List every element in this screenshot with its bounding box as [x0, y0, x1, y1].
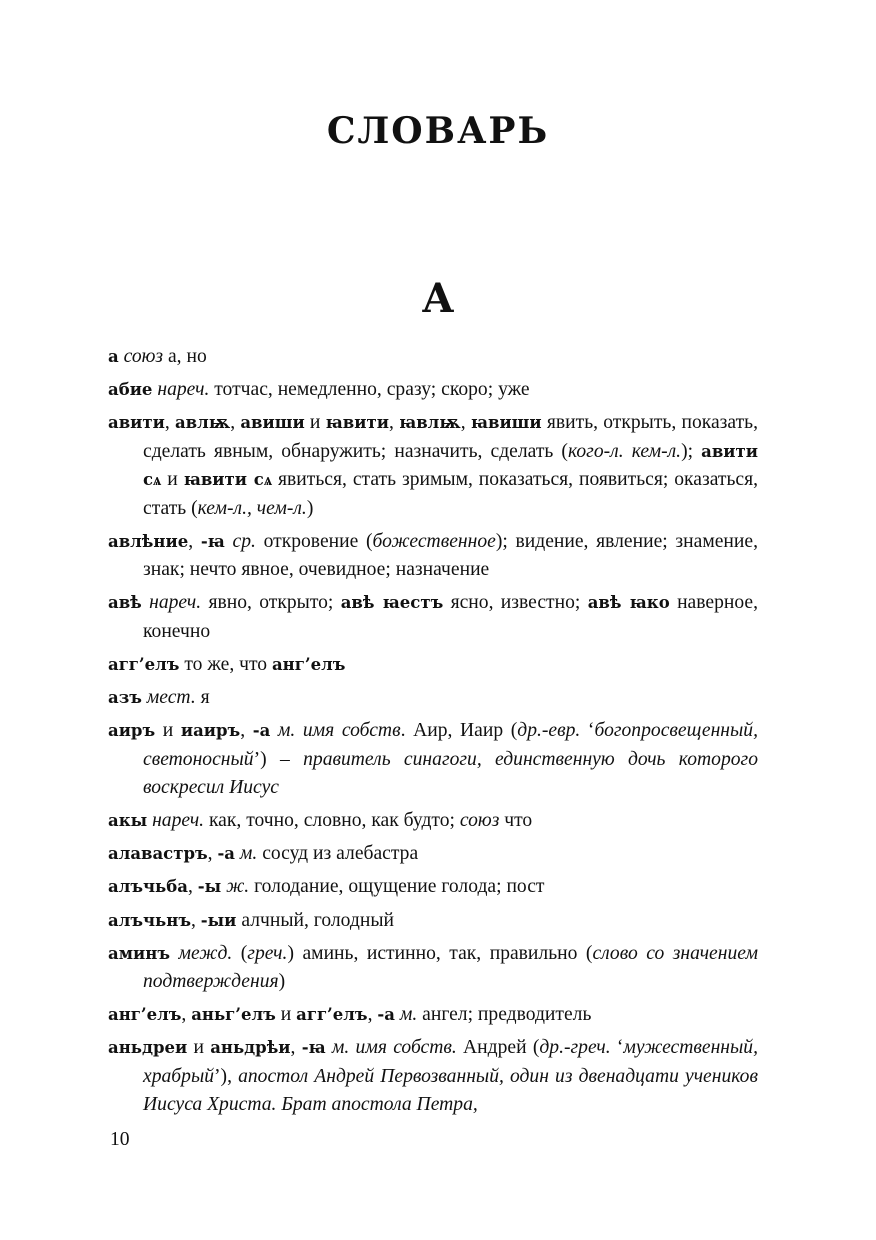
- grammar-note: богопросвещенный, светоносный: [143, 720, 758, 770]
- headword: ꙗвлѭ: [399, 413, 461, 433]
- page-title: СЛОВАРЬ: [326, 110, 550, 152]
- headword: авиши: [240, 413, 305, 433]
- definition-text: наверное, конечно: [143, 592, 758, 642]
- definition-text: ‘: [610, 1037, 624, 1059]
- grammar-note: апостол Андрей Первозванный, один из двенадцати учеников Иисуса Христа. Брат апостола Петра,: [143, 1065, 758, 1116]
- headword: алъчьнъ: [108, 910, 191, 930]
- headword: аньдреи: [108, 1038, 188, 1058]
- dictionary-entry: [108, 1034, 758, 1120]
- grammar-note: ср.: [232, 530, 256, 552]
- grammar-note: м. имя собств.: [331, 1037, 457, 1059]
- headword: акы: [108, 811, 148, 831]
- definition-text: я: [195, 687, 210, 709]
- section-letter: А: [421, 275, 455, 322]
- dictionary-entry: [108, 376, 758, 405]
- definition-text: как, точно, словно, как будто;: [204, 810, 460, 832]
- headword: -а: [377, 1005, 395, 1025]
- headword: -ꙗ: [200, 531, 225, 551]
- dictionary-entry: [108, 807, 758, 836]
- definition-text: ,: [188, 530, 201, 552]
- headword: азъ: [108, 688, 142, 708]
- definition-text: сосуд из алебастра: [257, 843, 419, 865]
- headword: -а: [252, 721, 271, 741]
- headword: а: [108, 347, 119, 366]
- grammar-note: мужественный, храбрый: [143, 1037, 758, 1087]
- headword: иаиръ: [180, 721, 241, 741]
- headword: агг’елъ: [108, 654, 180, 674]
- headword: аньдрѣи: [210, 1038, 291, 1058]
- headword: -а: [217, 844, 235, 864]
- headword: аньг’елъ: [191, 1005, 276, 1025]
- headword: -ыи: [200, 910, 237, 930]
- grammar-note: межд.: [178, 942, 233, 964]
- grammar-note: ж.: [226, 876, 250, 898]
- definition-text: ,: [164, 412, 175, 434]
- definition-text: ); видение, явление; знамение, знак; нечто явное, очевидное; назначение: [143, 530, 759, 581]
- headword: авѣ ꙗко: [587, 593, 670, 613]
- headword: авѣ ꙗестъ: [340, 593, 444, 613]
- headword: алъчьба: [108, 877, 188, 897]
- definition-text: ,: [207, 843, 218, 865]
- grammar-note: нареч.: [152, 810, 205, 832]
- dictionary-entry: [108, 409, 758, 523]
- definition-text: ,: [240, 720, 253, 742]
- grammar-note: нареч.: [157, 379, 210, 401]
- definition-text: ’),: [214, 1065, 239, 1087]
- definition-text: а, но: [163, 346, 207, 367]
- definition-text: голодание, ощущение голода; пост: [249, 876, 545, 898]
- page-number: 10: [110, 1129, 130, 1150]
- headword: -ꙗ: [301, 1038, 326, 1058]
- headword: анг’елъ: [271, 654, 346, 674]
- definition-text: и: [304, 412, 326, 434]
- definition-text: ,: [290, 1037, 302, 1059]
- definition-text: ,: [230, 412, 241, 434]
- headword: агг’елъ: [296, 1005, 368, 1025]
- headword: абие: [108, 380, 153, 400]
- dictionary-entry: [108, 907, 758, 936]
- definition-text: и: [187, 1037, 211, 1059]
- definition-text: тотчас, немедленно, сразу; скоро; уже: [209, 379, 530, 401]
- grammar-note: союз: [459, 810, 500, 832]
- headword: аминъ: [108, 943, 170, 963]
- dictionary-entry: [108, 528, 758, 585]
- headword: анг’елъ: [108, 1005, 182, 1025]
- definition-text: и: [161, 469, 184, 491]
- dictionary-entry: [108, 717, 758, 803]
- dictionary-entry: [108, 684, 758, 713]
- definition-text: ,: [181, 1004, 192, 1026]
- grammar-note: правитель синагоги, единственную дочь которого воскресил Иисус: [143, 748, 758, 799]
- definition-text: [270, 720, 278, 741]
- dictionary-entry: [108, 651, 758, 680]
- grammar-note: нареч.: [149, 592, 202, 614]
- definition-text: и: [275, 1004, 297, 1026]
- definition-text: явить, открыть, показать, сделать явным, обнаружить; назначить, сделать (: [143, 412, 758, 462]
- definition-text: ): [306, 497, 314, 519]
- definition-text: явно, открыто;: [201, 592, 341, 614]
- headword: авити: [108, 413, 165, 433]
- grammar-note: божественное: [372, 530, 496, 552]
- definition-text: );: [681, 440, 702, 462]
- definition-text: явиться, стать зримым, показаться, появиться; оказаться, стать (: [143, 469, 759, 519]
- headword: ꙗвити: [325, 413, 389, 433]
- definition-text: ): [278, 971, 286, 993]
- definition-text: . Аир, Иаир (: [400, 720, 518, 742]
- grammar-note: греч.: [247, 942, 288, 964]
- definition-text: ,: [187, 876, 198, 898]
- definition-text: (: [232, 942, 248, 964]
- definition-text: ангел; предводитель: [417, 1004, 592, 1026]
- headword: ꙗвити сѧ: [183, 470, 273, 490]
- grammar-note: м. имя собств: [277, 720, 401, 742]
- definition-text: ,: [388, 412, 400, 434]
- definition-text: ясно, известно;: [443, 592, 588, 614]
- definition-text: ’) –: [253, 748, 304, 770]
- headword: авити сѧ: [143, 441, 758, 490]
- dictionary-entry: [108, 1001, 758, 1030]
- grammar-note: др.-евр.: [517, 720, 581, 742]
- definition-text: что: [499, 810, 533, 832]
- grammar-note: др.-греч.: [539, 1037, 611, 1059]
- definition-text: то же, что: [179, 653, 272, 675]
- dictionary-entry: [108, 343, 758, 372]
- headword: авлѭ: [174, 413, 231, 433]
- dictionary-entry: [108, 840, 758, 869]
- definition-text: ,: [460, 412, 471, 434]
- headword: авлѣние: [108, 531, 189, 551]
- grammar-note: союз: [123, 346, 164, 367]
- definition-text: ‘: [580, 720, 595, 742]
- grammar-note: м.: [399, 1004, 418, 1026]
- definition-text: ,: [367, 1004, 378, 1026]
- definition-text: [142, 592, 149, 613]
- dictionary-entry: [108, 589, 758, 646]
- headword: аиръ: [108, 721, 156, 741]
- headword: ꙗвиши: [470, 413, 542, 433]
- definition-text: [170, 943, 179, 964]
- grammar-note: мест.: [146, 687, 196, 709]
- headword: авѣ: [108, 593, 142, 613]
- definition-text: алчный, голодный: [236, 909, 394, 931]
- headword: -ы: [197, 877, 222, 897]
- definition-text: ) аминь, истинно, так, правильно (: [287, 942, 593, 964]
- grammar-note: кого-л. кем-л.: [567, 440, 682, 462]
- grammar-note: слово со значением подтверждения: [143, 942, 758, 993]
- definition-text: откровение (: [255, 530, 373, 552]
- definition-text: и: [155, 720, 181, 742]
- grammar-note: кем-л., чем-л.: [197, 497, 307, 519]
- definition-text: [225, 531, 233, 552]
- headword: алавастръ: [108, 844, 208, 864]
- definition-text: Андрей (: [456, 1037, 540, 1059]
- dictionary-entries: [108, 343, 758, 1124]
- definition-text: ,: [191, 909, 201, 931]
- dictionary-entry: [108, 940, 758, 997]
- grammar-note: м.: [239, 843, 258, 865]
- dictionary-entry: [108, 873, 758, 902]
